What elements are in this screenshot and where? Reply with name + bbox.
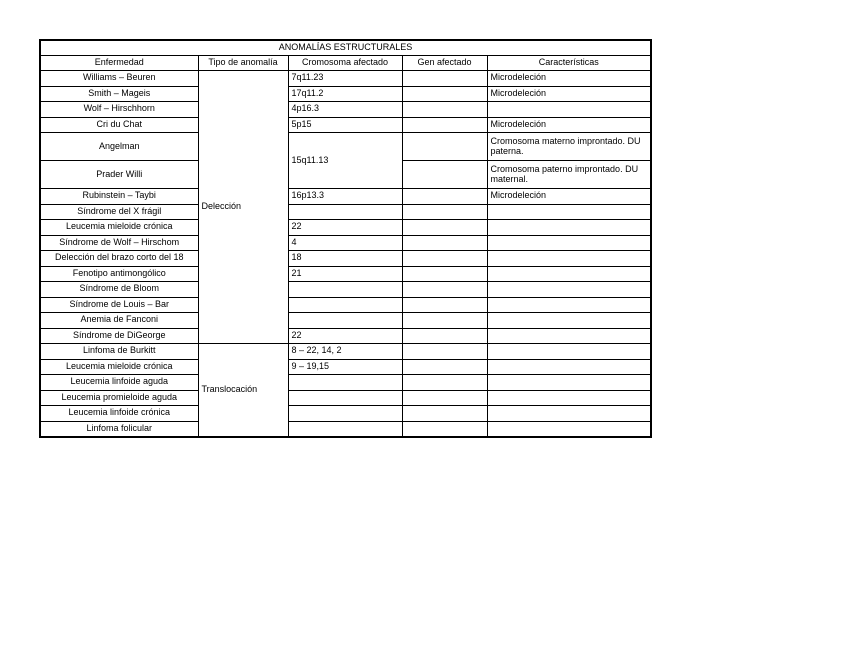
- disease-cell: Leucemia promieloide aguda: [40, 390, 198, 406]
- table-row: [40, 313, 651, 329]
- disease-cell: Síndrome de DiGeorge: [40, 328, 198, 344]
- disease-cell: Delección del brazo corto del 18: [40, 251, 198, 267]
- features-cell: [487, 220, 651, 236]
- table-row: [40, 421, 651, 437]
- table-row: [40, 359, 651, 375]
- disease-cell: Leucemia linfoide crónica: [40, 406, 198, 422]
- features-cell: [487, 313, 651, 329]
- table-row: [40, 204, 651, 220]
- chromosome-cell: 15q11.13: [288, 133, 402, 189]
- features-cell: [487, 251, 651, 267]
- features-cell: [487, 421, 651, 437]
- column-header-tipo: Tipo de anomalía: [198, 56, 288, 71]
- features-cell: [487, 235, 651, 251]
- column-header-cromosoma: Cromosoma afectado: [288, 56, 402, 71]
- disease-cell: Leucemia mieloide crónica: [40, 359, 198, 375]
- gene-cell: [402, 297, 487, 313]
- gene-cell: [402, 220, 487, 236]
- table-row: [40, 102, 651, 118]
- gene-cell: [402, 282, 487, 298]
- disease-cell: Anemia de Fanconi: [40, 313, 198, 329]
- disease-cell: Prader Willi: [40, 161, 198, 189]
- features-cell: [487, 102, 651, 118]
- table-title: ANOMALÍAS ESTRUCTURALES: [40, 40, 651, 56]
- gene-cell: [402, 117, 487, 133]
- chromosome-cell: 22: [288, 220, 402, 236]
- disease-cell: Linfoma folicular: [40, 421, 198, 437]
- table-row: [40, 220, 651, 236]
- chromosome-cell: 5p15: [288, 117, 402, 133]
- chromosome-cell: 18: [288, 251, 402, 267]
- chromosome-cell: 9 – 19,15: [288, 359, 402, 375]
- table-row: [40, 344, 651, 360]
- gene-cell: [402, 204, 487, 220]
- table-row: [40, 133, 651, 161]
- gene-cell: [402, 86, 487, 102]
- disease-cell: Síndrome de Louis – Bar: [40, 297, 198, 313]
- type-cell-delecion: Delección: [198, 71, 288, 344]
- gene-cell: [402, 421, 487, 437]
- chromosome-cell: 16p13.3: [288, 189, 402, 205]
- gene-cell: [402, 406, 487, 422]
- chromosome-cell: 21: [288, 266, 402, 282]
- table-row: [40, 235, 651, 251]
- chromosome-cell: [288, 421, 402, 437]
- disease-cell: Linfoma de Burkitt: [40, 344, 198, 360]
- disease-cell: Cri du Chat: [40, 117, 198, 133]
- disease-cell: Williams – Beuren: [40, 71, 198, 87]
- disease-cell: Leucemia linfoide aguda: [40, 375, 198, 391]
- table-row: [40, 266, 651, 282]
- chromosome-cell: [288, 204, 402, 220]
- column-header-gen: Gen afectado: [402, 56, 487, 71]
- features-cell: [487, 359, 651, 375]
- table-row: [40, 71, 651, 87]
- features-cell: Microdeleción: [487, 71, 651, 87]
- disease-cell: Síndrome de Wolf – Hirschom: [40, 235, 198, 251]
- gene-cell: [402, 359, 487, 375]
- gene-cell: [402, 133, 487, 161]
- features-cell: [487, 266, 651, 282]
- features-cell: Microdeleción: [487, 189, 651, 205]
- gene-cell: [402, 313, 487, 329]
- chromosome-cell: [288, 313, 402, 329]
- table-row: [40, 86, 651, 102]
- chromosome-cell: [288, 282, 402, 298]
- chromosome-cell: 17q11.2: [288, 86, 402, 102]
- disease-cell: Wolf – Hirschhorn: [40, 102, 198, 118]
- chromosome-cell: [288, 297, 402, 313]
- features-cell: [487, 375, 651, 391]
- chromosome-cell: 22: [288, 328, 402, 344]
- gene-cell: [402, 189, 487, 205]
- table-row: [40, 189, 651, 205]
- table-row: [40, 251, 651, 267]
- table-row: [40, 117, 651, 133]
- gene-cell: [402, 71, 487, 87]
- chromosome-cell: [288, 390, 402, 406]
- features-cell: Cromosoma paterno improntado. DU maternal.: [487, 161, 651, 189]
- disease-cell: Síndrome de Bloom: [40, 282, 198, 298]
- column-header-enfermedad: Enfermedad: [40, 56, 198, 71]
- chromosome-cell: [288, 375, 402, 391]
- anomalias-table: [39, 39, 652, 438]
- chromosome-cell: 8 – 22, 14, 2: [288, 344, 402, 360]
- chromosome-cell: [288, 406, 402, 422]
- gene-cell: [402, 266, 487, 282]
- chromosome-cell: 7q11.23: [288, 71, 402, 87]
- features-cell: [487, 344, 651, 360]
- features-cell: [487, 204, 651, 220]
- table-row: [40, 328, 651, 344]
- disease-cell: Rubinstein – Taybi: [40, 189, 198, 205]
- chromosome-cell: 4: [288, 235, 402, 251]
- disease-cell: Leucemia mieloide crónica: [40, 220, 198, 236]
- features-cell: [487, 328, 651, 344]
- features-cell: [487, 282, 651, 298]
- disease-cell: Fenotipo antimongólico: [40, 266, 198, 282]
- features-cell: [487, 297, 651, 313]
- table-row: [40, 390, 651, 406]
- gene-cell: [402, 344, 487, 360]
- type-cell-translocacion: Translocación: [198, 344, 288, 438]
- features-cell: [487, 406, 651, 422]
- column-header-caracteristicas: Características: [487, 56, 651, 71]
- features-cell: Cromosoma materno improntado. DU paterna.: [487, 133, 651, 161]
- features-cell: [487, 390, 651, 406]
- gene-cell: [402, 102, 487, 118]
- chromosome-cell: 4p16.3: [288, 102, 402, 118]
- gene-cell: [402, 235, 487, 251]
- features-cell: Microdeleción: [487, 117, 651, 133]
- disease-cell: Angelman: [40, 133, 198, 161]
- disease-cell: Smith – Mageis: [40, 86, 198, 102]
- table-row: [40, 406, 651, 422]
- gene-cell: [402, 375, 487, 391]
- features-cell: Microdeleción: [487, 86, 651, 102]
- table-row: [40, 375, 651, 391]
- table-row: [40, 282, 651, 298]
- disease-cell: Síndrome del X frágil: [40, 204, 198, 220]
- gene-cell: [402, 328, 487, 344]
- table-row: [40, 297, 651, 313]
- gene-cell: [402, 251, 487, 267]
- gene-cell: [402, 161, 487, 189]
- gene-cell: [402, 390, 487, 406]
